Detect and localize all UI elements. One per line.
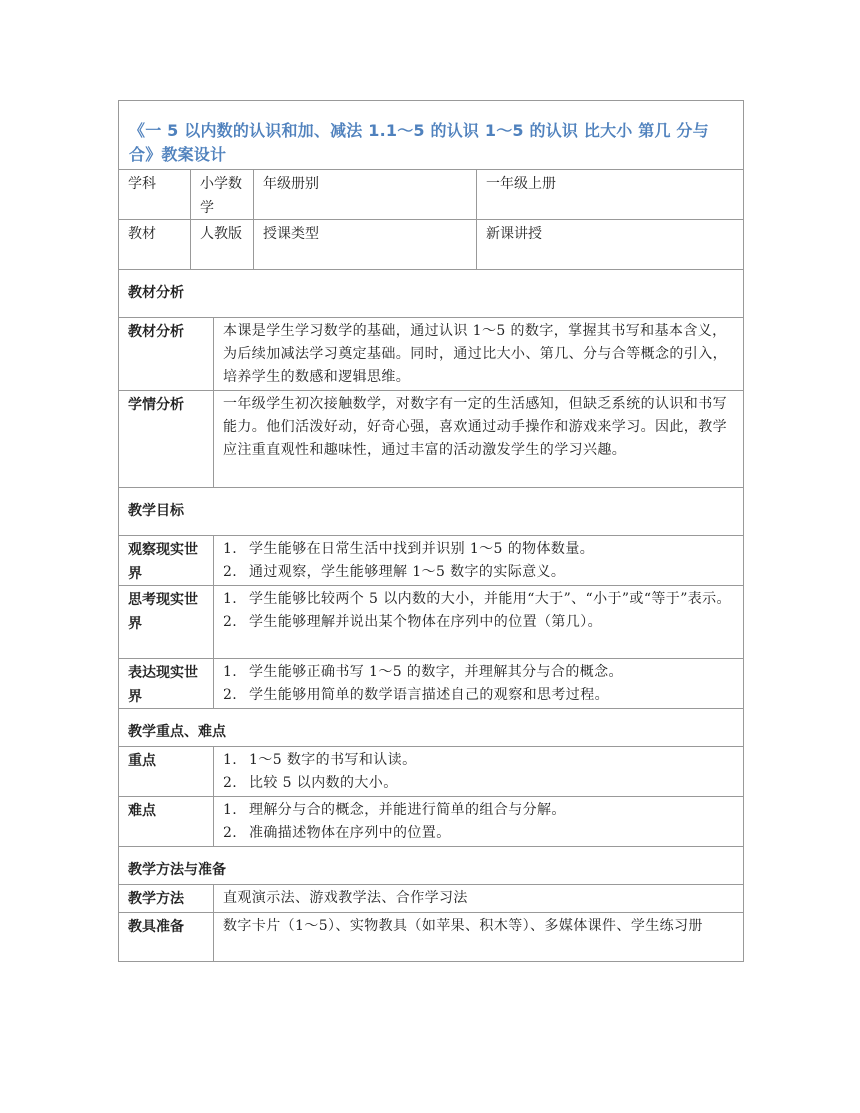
list-item (223, 822, 734, 845)
keypoint-row-difficulty (119, 797, 743, 847)
row-label: 教学方法 (119, 885, 214, 912)
row-content (214, 536, 743, 585)
method-row-materials (119, 913, 743, 962)
grade-value: 一年级上册 (486, 176, 556, 192)
row-content (214, 747, 743, 796)
item-number: 2. (223, 564, 238, 580)
info-row-textbook (119, 220, 743, 270)
lesson-type-label: 授课类型 (254, 220, 477, 269)
item-number: 2. (223, 614, 238, 630)
item-number: 1. (223, 752, 238, 768)
item-text: 学生能够在日常生活中找到并识别 1～5 的物体数量。 (249, 541, 595, 557)
row-content: 本课是学生学习数学的基础，通过认识 1～5 的数字，掌握其书写和基本含义，为后续加减法学习奠定基础。同时，通过比大小、第几、分与合等概念的引入，培养学生的数感和逻辑思维。 (223, 323, 727, 385)
list-item (223, 538, 734, 561)
info-row-subject (119, 170, 743, 220)
goal-row-think (119, 586, 743, 659)
list-item (223, 588, 734, 611)
list-item (223, 611, 734, 634)
list-item (223, 561, 734, 584)
item-number: 2. (223, 775, 238, 791)
row-content (214, 797, 743, 846)
grade-label: 年级册别 (254, 170, 477, 219)
row-label: 教具准备 (119, 913, 214, 961)
goal-row-observe (119, 536, 743, 586)
section-heading-goals: 教学目标 (119, 488, 743, 536)
item-text: 学生能够正确书写 1～5 的数字，并理解其分与合的概念。 (249, 664, 623, 680)
item-number: 1. (223, 591, 238, 607)
row-content (214, 659, 743, 708)
item-text: 1～5 数字的书写和认读。 (249, 752, 417, 768)
item-number: 1. (223, 541, 238, 557)
item-text: 通过观察，学生能够理解 1～5 数字的实际意义。 (249, 564, 566, 580)
section-heading-analysis: 教材分析 (119, 270, 743, 318)
keypoint-row-focus (119, 747, 743, 797)
list-item (223, 684, 734, 707)
lesson-type-value: 新课讲授 (486, 226, 542, 242)
list-item (223, 661, 734, 684)
row-content: 数字卡片（1～5）、实物教具（如苹果、积木等）、多媒体课件、学生练习册 (223, 918, 703, 934)
item-text: 准确描述物体在序列中的位置。 (249, 825, 451, 841)
textbook-label: 教材 (119, 220, 191, 269)
list-item (223, 799, 734, 822)
goal-row-express (119, 659, 743, 709)
document-title: 《一 5 以内数的认识和加、减法 1.1～5 的认识 1～5 的认识 比大小 第几 分与合》教案设计 (119, 101, 743, 170)
lesson-plan-table (118, 100, 744, 962)
row-label: 表达现实世界 (119, 659, 214, 708)
analysis-row-students (119, 391, 743, 488)
item-number: 2. (223, 687, 238, 703)
subject-label: 学科 (119, 170, 191, 219)
list-item (223, 772, 734, 795)
row-label: 教材分析 (119, 318, 214, 390)
item-text: 学生能够理解并说出某个物体在序列中的位置（第几）。 (249, 614, 602, 630)
section-heading-keypoints: 教学重点、难点 (119, 709, 743, 747)
row-label: 观察现实世界 (119, 536, 214, 585)
item-text: 学生能够比较两个 5 以内数的大小，并能用“大于”、“小于”或“等于”表示。 (249, 591, 731, 607)
list-item (223, 749, 734, 772)
row-label: 难点 (119, 797, 214, 846)
item-text: 学生能够用简单的数学语言描述自己的观察和思考过程。 (249, 687, 609, 703)
item-number: 2. (223, 825, 238, 841)
row-label: 重点 (119, 747, 214, 796)
analysis-row-material (119, 318, 743, 391)
item-number: 1. (223, 802, 238, 818)
row-content: 直观演示法、游戏教学法、合作学习法 (223, 890, 468, 906)
item-text: 比较 5 以内数的大小。 (249, 775, 398, 791)
row-content: 一年级学生初次接触数学，对数字有一定的生活感知，但缺乏系统的认识和书写能力。他们活泼好动，好奇心强，喜欢通过动手操作和游戏来学习。因此，教学应注重直观性和趣味性，通过丰富的活动激发学生的学习兴趣。 (223, 396, 727, 458)
item-text: 理解分与合的概念，并能进行简单的组合与分解。 (249, 802, 566, 818)
section-heading-methods: 教学方法与准备 (119, 847, 743, 885)
row-content (214, 586, 743, 658)
row-label: 思考现实世界 (119, 586, 214, 658)
row-label: 学情分析 (119, 391, 214, 487)
textbook-value: 人教版 (191, 220, 254, 269)
item-number: 1. (223, 664, 238, 680)
subject-value: 小学数学 (191, 170, 254, 219)
method-row-approach (119, 885, 743, 913)
